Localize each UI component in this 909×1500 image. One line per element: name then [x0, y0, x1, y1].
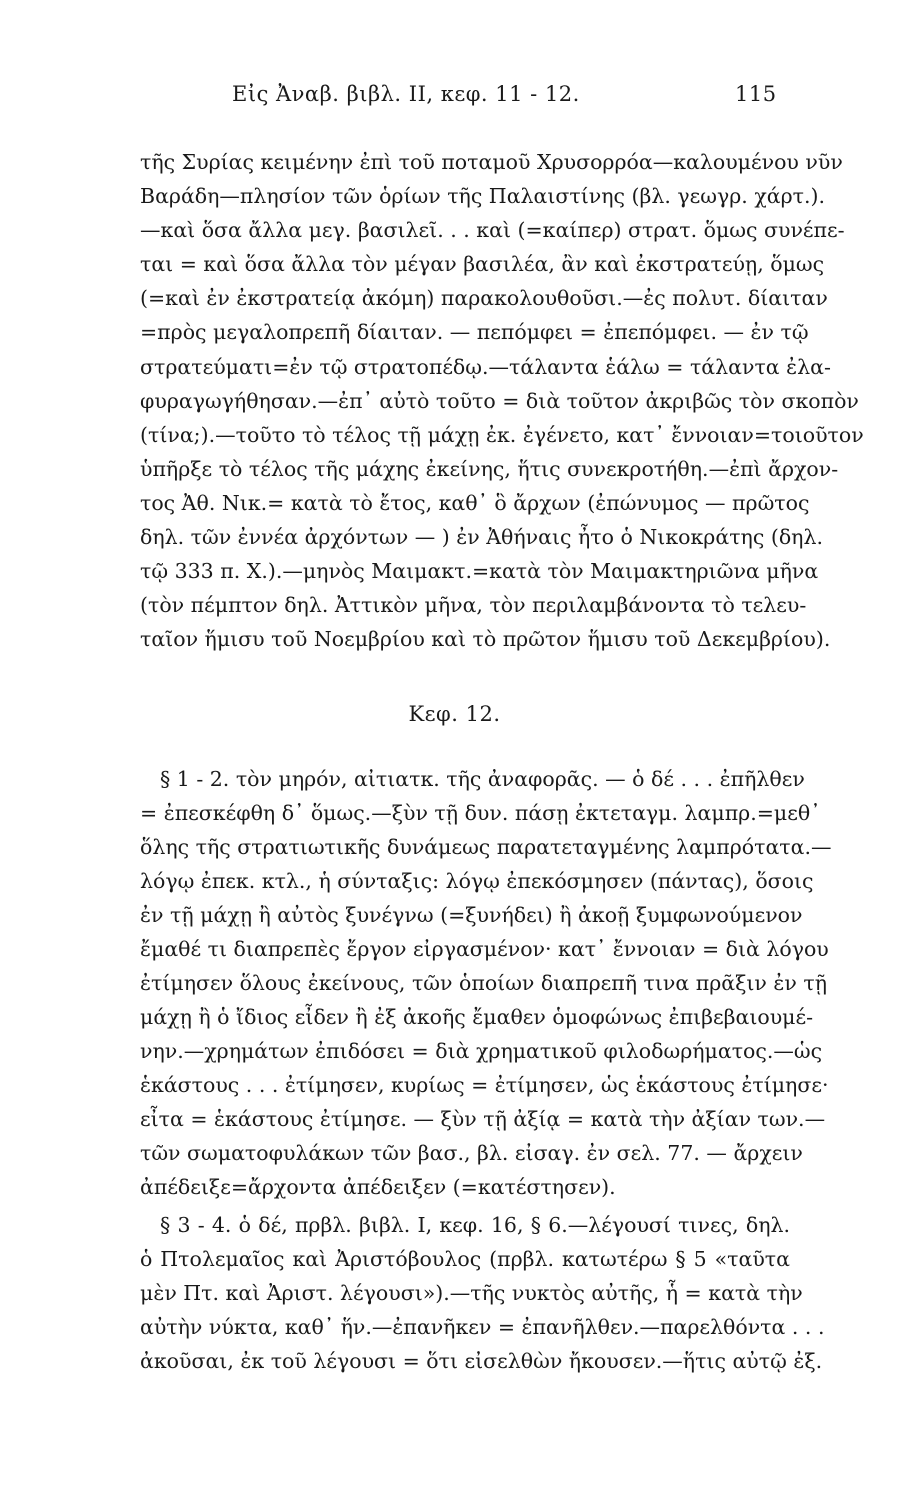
text-line: μάχῃ ἢ ὁ ἴδιος εἶδεν ἢ ἐξ ἀκοῆς ἔμαθεν ὁμοφώνως ἐπιβεβαιουμέ-	[140, 1005, 814, 1029]
text-line: ταῖον ἥμισυ τοῦ Νοεμβρίου καὶ τὸ πρῶτον ἥμισυ τοῦ Δεκεμβρίου).	[140, 627, 831, 651]
section-start-line: § 3 - 4. ὁ δέ, πρβλ. βιβλ. Ι, κεφ. 16, § 6.—λέγουσί τινες, δηλ.	[160, 1213, 790, 1237]
text-line: τος Ἀθ. Νικ.= κατὰ τὸ ἔτος, καθ᾽ ὃ ἄρχων (ἐπώνυμος — πρῶτος	[140, 491, 810, 515]
text-line: Βαράδη—πλησίον τῶν ὁρίων τῆς Παλαιστίνης (βλ. γεωγρ. χάρτ.).	[140, 184, 826, 208]
section-start-line: § 1 - 2. τὸν μηρόν, αἰτιατκ. τῆς ἀναφορᾶς. — ὁ δέ . . . ἐπῆλθεν	[160, 767, 805, 791]
text-line: τῆς Συρίας κειμένην ἐπὶ τοῦ ποταμοῦ Χρυσορρόα—καλουμένου νῦν	[140, 150, 843, 174]
text-line: μὲν Πτ. καὶ Ἀριστ. λέγουσι»).—τῆς νυκτὸς αὐτῆς, ἧ = κατὰ τὴν	[140, 1281, 803, 1305]
page-number: 115	[735, 82, 777, 106]
text-line: τῶν σωματοφυλάκων τῶν βασ., βλ. εἰσαγ. ἐν σελ. 77. — ἄρχειν	[140, 1141, 803, 1165]
text-line: στρατεύματι=ἐν τῷ στρατοπέδῳ.—τάλαντα ἑάλω = τάλαντα ἐλα-	[140, 355, 831, 379]
text-line: ἔμαθέ τι διαπρεπὲς ἔργον εἰργασμένον· κατ᾽ ἔννοιαν = διὰ λόγου	[140, 937, 829, 961]
text-line: δηλ. τῶν ἐννέα ἀρχόντων — ) ἐν Ἀθήναις ἦτο ὁ Νικοκράτης (δηλ.	[140, 525, 823, 549]
text-line: ὑπῆρξε τὸ τέλος τῆς μάχης ἐκείνης, ἥτις συνεκροτήθη.—ἐπὶ ἄρχον-	[140, 457, 839, 481]
text-line: φυραγωγήθησαν.—ἐπ᾽ αὐτὸ τοῦτο = διὰ τοῦτον ἀκριβῶς τὸν σκοπὸν	[140, 389, 859, 413]
text-line: =πρὸς μεγαλοπρεπῆ δίαιταν. — πεπόμφει = ἐπεπόμφει. — ἐν τῷ	[140, 320, 809, 344]
text-line: ται = καὶ ὅσα ἄλλα τὸν μέγαν βασιλέα, ἂν καὶ ἐκστρατεύῃ, ὅμως	[140, 252, 825, 276]
text-line: = ἐπεσκέφθη δ᾽ ὅμως.—ξὺν τῇ δυν. πάσῃ ἐκτεταγμ. λαμπρ.=μεθ᾽	[140, 801, 821, 825]
text-line: (τίνα;).—τοῦτο τὸ τέλος τῇ μάχῃ ἐκ. ἐγένετο, κατ᾽ ἔννοιαν=τοιοῦτον	[140, 423, 864, 447]
text-line: ἑκάστους . . . ἐτίμησεν, κυρίως = ἐτίμησεν, ὡς ἑκάστους ἐτίμησε·	[140, 1073, 829, 1097]
text-line: ἐτίμησεν ὅλους ἐκείνους, τῶν ὁποίων διαπρεπῆ τινα πρᾶξιν ἐν τῇ	[140, 971, 828, 995]
text-line: ἀκοῦσαι, ἐκ τοῦ λέγουσι = ὅτι εἰσελθὼν ἤκουσεν.—ἥτις αὐτῷ ἐξ.	[140, 1349, 823, 1373]
text-line: (=καὶ ἐν ἐκστρατείᾳ ἀκόμη) παρακολουθοῦσι.—ἐς πολυτ. δίαιταν	[140, 286, 828, 310]
chapter-heading: Κεφ. 12.	[408, 702, 501, 726]
text-line: νην.—χρημάτων ἐπιδόσει = διὰ χρηματικοῦ φιλοδωρήματος.—ὡς	[140, 1039, 823, 1063]
text-line: ὁ Πτολεμαῖος καὶ Ἀριστόβουλος (πρβλ. κατωτέρω § 5 «ταῦτα	[140, 1247, 790, 1271]
text-line: ἐν τῇ μάχῃ ἢ αὐτὸς ξυνέγνω (=ξυνήδει) ἢ ἀκοῇ ξυμφωνούμενον	[140, 903, 803, 927]
text-line: τῷ 333 π. Χ.).—μηνὸς Μαιμακτ.=κατὰ τὸν Μαιμακτηριῶνα μῆνα	[140, 559, 819, 583]
text-line: λόγῳ ἐπεκ. κτλ., ἡ σύνταξις: λόγῳ ἐπεκόσμησεν (πάντας), ὅσοις	[140, 869, 814, 893]
text-line: εἶτα = ἑκάστους ἐτίμησε. — ξὺν τῇ ἀξίᾳ = κατὰ τὴν ἀξίαν των.—	[140, 1107, 826, 1131]
text-line: ὅλης τῆς στρατιωτικῆς δυνάμεως παρατεταγμένης λαμπρότατα.—	[140, 835, 832, 859]
text-line: αὐτὴν νύκτα, καθ᾽ ἥν.—ἐπανῆκεν = ἐπανῆλθεν.—παρελθόντα . . .	[140, 1315, 825, 1339]
running-title: Εἰς Ἀναβ. βιβλ. ΙΙ, κεφ. 11 - 12.	[232, 82, 580, 106]
text-line: ἀπέδειξε=ἄρχοντα ἀπέδειξεν (=κατέστησεν).	[140, 1175, 616, 1199]
text-line: —καὶ ὅσα ἄλλα μεγ. βασιλεῖ. . . καὶ (=καίπερ) στρατ. ὅμως συνέπε-	[140, 218, 845, 242]
text-line: (τὸν πέμπτον δηλ. Ἀττικὸν μῆνα, τὸν περιλαμβάνοντα τὸ τελευ-	[140, 593, 807, 617]
